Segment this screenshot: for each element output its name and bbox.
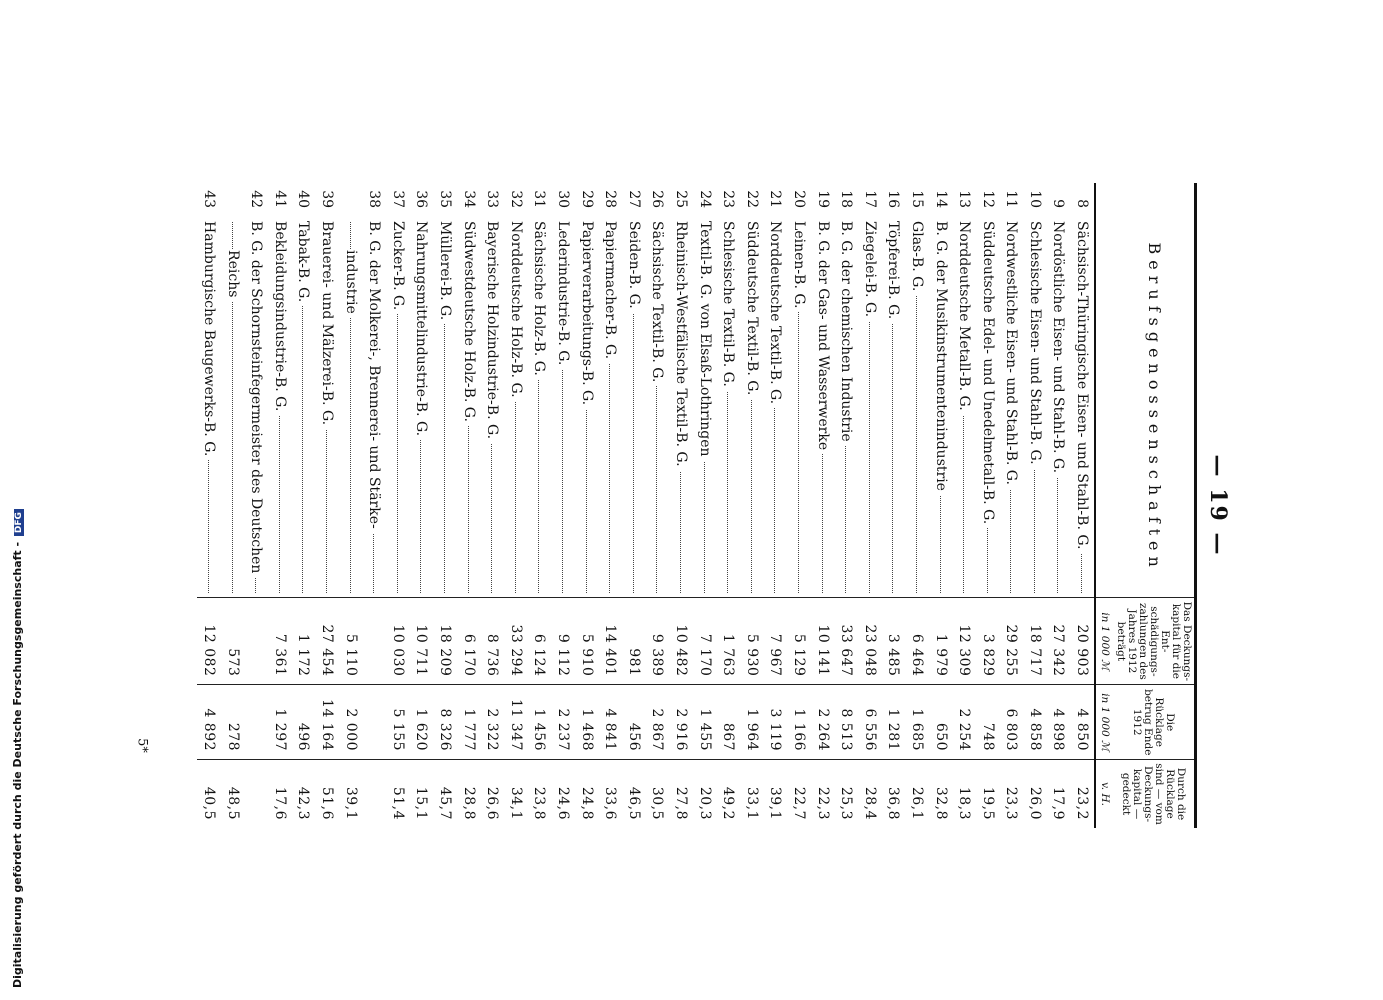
table-row — [245, 183, 269, 828]
gedeckt-percent: 33,1 — [740, 760, 764, 828]
table-row — [410, 183, 434, 828]
gedeckt-percent: 40,5 — [197, 760, 221, 828]
row-label: Süddeutsche Textil-B. G. — [744, 221, 760, 399]
row-name — [764, 218, 788, 598]
table-row — [693, 183, 717, 828]
table-row — [929, 183, 953, 828]
table-row — [1070, 183, 1095, 828]
deckungskapital-value: 5 129 — [787, 598, 811, 685]
row-name — [787, 218, 811, 598]
row-label: Töpferei-B. G. — [885, 221, 901, 323]
table-row — [598, 183, 622, 828]
deckungskapital-value: 27 342 — [1047, 598, 1071, 685]
gedeckt-percent: 28,8 — [457, 760, 481, 828]
row-label: Tabak-B. G. — [295, 221, 311, 306]
ruecklage-value: 8 326 — [433, 685, 457, 760]
row-label: Nordwestliche Eisen- und Stahl-B. G. — [1003, 221, 1019, 489]
table-row — [339, 183, 363, 828]
row-name — [268, 218, 292, 598]
deckungskapital-value: 1 763 — [716, 598, 740, 685]
row-number: 15 — [908, 190, 925, 209]
row-number: 8 — [1074, 199, 1091, 209]
gedeckt-percent: 17,6 — [268, 760, 292, 828]
deckungskapital-value: 1 979 — [929, 598, 953, 685]
deckungskapital-value: 573 — [221, 598, 245, 685]
header-name: Berufsgenossenschaften — [1113, 218, 1196, 598]
table-row — [457, 183, 481, 828]
row-name — [740, 218, 764, 598]
table-row — [952, 183, 976, 828]
ruecklage-value: 8 513 — [834, 685, 858, 760]
row-label: Seiden-B. G. — [626, 221, 642, 313]
header-row — [1113, 183, 1196, 828]
ruecklage-value: 2 237 — [551, 685, 575, 760]
row-number: 10 — [1026, 190, 1043, 209]
deckungskapital-value: 27 454 — [315, 598, 339, 685]
ruecklage-value: 4 850 — [1070, 685, 1095, 760]
deckungskapital-value: 14 401 — [598, 598, 622, 685]
gedeckt-percent: 32,8 — [929, 760, 953, 828]
ruecklage-value: 1 777 — [457, 685, 481, 760]
gedeckt-percent: 51,4 — [386, 760, 410, 828]
row-label: Hamburgische Baugewerks-B. G. — [201, 221, 217, 460]
units-blank-name — [1095, 218, 1113, 598]
row-label: Brauerei- und Mälzerei-B. G. — [319, 221, 335, 429]
row-label: Rheinisch-Westfälische Textil-B. G. — [673, 221, 689, 471]
row-label: Reichs — [225, 250, 241, 301]
deckungskapital-value: 6 170 — [457, 598, 481, 685]
row-number: 9 — [1050, 199, 1067, 209]
ruecklage-value — [362, 685, 386, 760]
deckungskapital-value — [245, 598, 269, 685]
deckungskapital-value: 18 717 — [1023, 598, 1047, 685]
ruecklage-value: 2 254 — [952, 685, 976, 760]
gedeckt-percent: 45,7 — [433, 760, 457, 828]
deckungskapital-value: 9 112 — [551, 598, 575, 685]
ruecklage-value: 1 685 — [905, 685, 929, 760]
row-number: 26 — [649, 190, 666, 209]
ruecklage-value: 1 166 — [787, 685, 811, 760]
table-row — [716, 183, 740, 828]
row-number: 13 — [956, 190, 973, 209]
deckungskapital-value: 3 485 — [882, 598, 906, 685]
row-label: Nahrungsmittelindustrie-B. G. — [413, 221, 429, 440]
row-label: B. G. der Schornsteinfegermeister des Deutschen — [248, 221, 264, 577]
row-number: 30 — [555, 190, 572, 209]
gedeckt-percent: 33,6 — [598, 760, 622, 828]
gedeckt-percent: 24,6 — [551, 760, 575, 828]
deckungskapital-value: 23 048 — [858, 598, 882, 685]
row-name — [834, 218, 858, 598]
row-label: B. G. der Gas- und Wasserwerke — [815, 221, 831, 454]
row-number: 32 — [507, 190, 524, 209]
row-name — [504, 218, 528, 598]
header-col1: Das Deckungskapital für die Entschädigungszahlungen des Jahres 1912 beträgt — [1113, 598, 1196, 685]
deckungskapital-value — [362, 598, 386, 685]
row-number: 39 — [319, 190, 336, 209]
credit-text: Digitalisierung gefördert durch die Deutsche Forschungsgemeinschaft - — [11, 541, 24, 988]
ruecklage-value: 2 322 — [480, 685, 504, 760]
gedeckt-percent: 39,1 — [339, 760, 363, 828]
row-name — [622, 218, 646, 598]
row-number: 19 — [814, 190, 831, 209]
deckungskapital-value: 7 170 — [693, 598, 717, 685]
row-name — [480, 218, 504, 598]
row-number: 23 — [720, 190, 737, 209]
gedeckt-percent: 39,1 — [764, 760, 788, 828]
row-label: Lederindustrie-B. G. — [555, 221, 571, 369]
row-name — [693, 218, 717, 598]
row-name — [292, 218, 316, 598]
row-label: Nordöstliche Eisen- und Stahl-B. G. — [1050, 221, 1066, 477]
row-number: 35 — [437, 190, 454, 209]
deckungskapital-value: 18 209 — [433, 598, 457, 685]
table-row — [480, 183, 504, 828]
gedeckt-percent: 17,9 — [1047, 760, 1071, 828]
row-label: Papiermacher-B. G. — [602, 221, 618, 363]
dfg-logo: DFG — [14, 509, 24, 536]
table-row — [1000, 183, 1024, 828]
header-col3: Durch die Rücklage sind — vom Deckungskapital — gedeckt — [1113, 760, 1196, 828]
row-name — [716, 218, 740, 598]
gedeckt-percent: 30,5 — [646, 760, 670, 828]
ruecklage-value: 6 556 — [858, 685, 882, 760]
deckungskapital-value: 8 736 — [480, 598, 504, 685]
gedeckt-percent: 22,3 — [811, 760, 835, 828]
table-row — [905, 183, 929, 828]
table-row — [976, 183, 1000, 828]
row-label: Sächsische Textil-B. G. — [649, 221, 665, 386]
row-number: 24 — [696, 190, 713, 209]
row-name — [386, 218, 410, 598]
row-name — [952, 218, 976, 598]
row-number: 18 — [838, 190, 855, 209]
table-row — [787, 183, 811, 828]
row-number: 33 — [484, 190, 501, 209]
row-label: Süddeutsche Edel- und Unedelmetall-B. G. — [980, 221, 996, 528]
row-number: 41 — [271, 190, 288, 209]
row-number: 21 — [767, 190, 784, 209]
unit-col1: in 1 000 ℳ — [1095, 598, 1113, 685]
deckungskapital-value: 33 294 — [504, 598, 528, 685]
table-row — [575, 183, 599, 828]
table-row — [740, 183, 764, 828]
gedeckt-percent: 26,1 — [905, 760, 929, 828]
table-row — [1047, 183, 1071, 828]
table-row — [315, 183, 339, 828]
row-label: industrie — [343, 250, 359, 318]
row-number: 42 — [248, 190, 265, 209]
ruecklage-value: 2 000 — [339, 685, 363, 760]
table-row — [1023, 183, 1047, 828]
row-number: 22 — [743, 190, 760, 209]
deckungskapital-value: 12 309 — [952, 598, 976, 685]
row-name — [362, 218, 386, 598]
ruecklage-value: 867 — [716, 685, 740, 760]
deckungskapital-value: 10 141 — [811, 598, 835, 685]
deckungskapital-value: 6 124 — [528, 598, 552, 685]
row-number: 29 — [578, 190, 595, 209]
table-row — [882, 183, 906, 828]
signature-mark: 5* — [134, 738, 150, 753]
table-row — [646, 183, 670, 828]
header-nr — [1113, 183, 1196, 218]
ruecklage-value: 748 — [976, 685, 1000, 760]
table-row — [433, 183, 457, 828]
table-row — [811, 183, 835, 828]
ruecklage-value: 1 456 — [528, 685, 552, 760]
row-name — [598, 218, 622, 598]
row-label: Norddeutsche Holz-B. G. — [508, 221, 524, 402]
row-label: Sächsisch-Thüringische Eisen- und Stahl-B. G. — [1074, 221, 1090, 553]
gedeckt-percent: 42,3 — [292, 760, 316, 828]
row-label: Glas-B. G. — [909, 221, 925, 295]
row-name — [1000, 218, 1024, 598]
gedeckt-percent: 20,3 — [693, 760, 717, 828]
row-label: Müllerei-B. G. — [437, 221, 453, 324]
row-name — [433, 218, 457, 598]
row-name — [882, 218, 906, 598]
ruecklage-value: 1 455 — [693, 685, 717, 760]
table-row — [362, 183, 386, 828]
row-name — [1023, 218, 1047, 598]
row-label: Schlesische Textil-B. G. — [720, 221, 736, 391]
ruecklage-value: 6 803 — [1000, 685, 1024, 760]
gedeckt-percent: 46,5 — [622, 760, 646, 828]
deckungskapital-value: 12 082 — [197, 598, 221, 685]
table-row — [197, 183, 221, 828]
gedeckt-percent: 27,8 — [669, 760, 693, 828]
row-name — [410, 218, 434, 598]
row-label: Bayerische Holzindustrie-B. G. — [484, 221, 500, 443]
row-number: 36 — [413, 190, 430, 209]
gedeckt-percent: 26,0 — [1023, 760, 1047, 828]
row-name — [457, 218, 481, 598]
table-row — [834, 183, 858, 828]
row-name — [339, 218, 363, 598]
row-name — [929, 218, 953, 598]
deckungskapital-value: 29 255 — [1000, 598, 1024, 685]
header-col2: Die Rücklage betrug Ende 1912 — [1113, 685, 1196, 760]
ruecklage-value: 1 297 — [268, 685, 292, 760]
row-name — [811, 218, 835, 598]
row-label: Südwestdeutsche Holz-B. G. — [461, 221, 477, 426]
deckungskapital-value: 6 464 — [905, 598, 929, 685]
deckungskapital-value: 9 389 — [646, 598, 670, 685]
ruecklage-value: 1 964 — [740, 685, 764, 760]
row-name — [858, 218, 882, 598]
units-blank-nr — [1095, 183, 1113, 218]
row-label: Norddeutsche Metall-B. G. — [956, 221, 972, 415]
deckungskapital-value: 1 172 — [292, 598, 316, 685]
row-label: Papierverarbeitungs-B. G. — [579, 221, 595, 409]
page-number: — 19 — — [1205, 454, 1231, 557]
table-row — [622, 183, 646, 828]
unit-col2: in 1 000 ℳ — [1095, 685, 1113, 760]
row-number: 40 — [295, 190, 312, 209]
row-name — [221, 218, 245, 598]
ruecklage-value: 1 620 — [410, 685, 434, 760]
table-row — [221, 183, 245, 828]
gedeckt-percent: 18,3 — [952, 760, 976, 828]
gedeckt-percent: 22,7 — [787, 760, 811, 828]
ruecklage-value: 5 155 — [386, 685, 410, 760]
row-name — [575, 218, 599, 598]
row-label: B. G. der Molkerei-, Brennerei- und Stärke- — [366, 221, 382, 533]
deckungskapital-value: 33 647 — [834, 598, 858, 685]
row-name — [197, 218, 221, 598]
gedeckt-percent — [245, 760, 269, 828]
row-number — [339, 183, 363, 218]
deckungskapital-value: 5 930 — [740, 598, 764, 685]
row-number: 37 — [389, 190, 406, 209]
table-row — [858, 183, 882, 828]
deckungskapital-value: 10 711 — [410, 598, 434, 685]
row-label: B. G. der Musikinstrumentenindustrie — [933, 221, 949, 495]
gedeckt-percent: 23,8 — [528, 760, 552, 828]
gedeckt-percent: 23,3 — [1000, 760, 1024, 828]
row-number: 14 — [932, 190, 949, 209]
row-number: 34 — [460, 190, 477, 209]
table-row — [669, 183, 693, 828]
row-number: 12 — [979, 190, 996, 209]
deckungskapital-value: 3 829 — [976, 598, 1000, 685]
row-name — [669, 218, 693, 598]
ruecklage-value: 11 347 — [504, 685, 528, 760]
row-label: Schlesische Eisen- und Stahl-B. G. — [1027, 221, 1043, 469]
ruecklage-value — [245, 685, 269, 760]
table-row — [268, 183, 292, 828]
statistics-table — [197, 183, 1197, 828]
row-name — [528, 218, 552, 598]
gedeckt-percent: 34,1 — [504, 760, 528, 828]
table-row — [386, 183, 410, 828]
row-name — [1047, 218, 1071, 598]
rotated-page — [167, 183, 1237, 828]
gedeckt-percent: 26,6 — [480, 760, 504, 828]
units-row — [1095, 183, 1113, 828]
table-body — [197, 183, 1095, 828]
deckungskapital-value: 7 361 — [268, 598, 292, 685]
ruecklage-value: 14 164 — [315, 685, 339, 760]
row-number — [221, 183, 245, 218]
ruecklage-value: 4 892 — [197, 685, 221, 760]
row-number: 25 — [672, 190, 689, 209]
row-name — [245, 218, 269, 598]
row-number: 43 — [201, 190, 218, 209]
ruecklage-value: 2 867 — [646, 685, 670, 760]
row-number: 31 — [531, 190, 548, 209]
unit-col3: v. H. — [1095, 760, 1113, 828]
deckungskapital-value: 20 903 — [1070, 598, 1095, 685]
ruecklage-value: 4 841 — [598, 685, 622, 760]
gedeckt-percent: 24,8 — [575, 760, 599, 828]
ruecklage-value: 4 898 — [1047, 685, 1071, 760]
deckungskapital-value: 10 482 — [669, 598, 693, 685]
row-number: 11 — [1003, 190, 1020, 209]
deckungskapital-value: 10 030 — [386, 598, 410, 685]
row-label: Ziegelei-B. G. — [862, 221, 878, 321]
row-number: 38 — [366, 190, 383, 209]
row-number: 27 — [625, 190, 642, 209]
gedeckt-percent: 28,4 — [858, 760, 882, 828]
deckungskapital-value: 5 110 — [339, 598, 363, 685]
row-number: 28 — [602, 190, 619, 209]
row-label: Sächsische Holz-B. G. — [531, 221, 547, 380]
gedeckt-percent: 19,5 — [976, 760, 1000, 828]
table-row — [292, 183, 316, 828]
ruecklage-value: 456 — [622, 685, 646, 760]
row-name — [646, 218, 670, 598]
gedeckt-percent — [362, 760, 386, 828]
row-number: 17 — [861, 190, 878, 209]
table-row — [551, 183, 575, 828]
ruecklage-value: 496 — [292, 685, 316, 760]
ruecklage-value: 650 — [929, 685, 953, 760]
row-number: 16 — [885, 190, 902, 209]
row-name — [905, 218, 929, 598]
row-name — [976, 218, 1000, 598]
row-label: Norddeutsche Textil-B. G. — [767, 221, 783, 408]
ruecklage-value: 2 264 — [811, 685, 835, 760]
ruecklage-value: 2 916 — [669, 685, 693, 760]
deckungskapital-value: 7 967 — [764, 598, 788, 685]
deckungskapital-value: 5 910 — [575, 598, 599, 685]
row-name — [1070, 218, 1095, 598]
row-label: Zucker-B. G. — [390, 221, 406, 314]
ruecklage-value: 1 281 — [882, 685, 906, 760]
ruecklage-value: 278 — [221, 685, 245, 760]
row-name — [551, 218, 575, 598]
ruecklage-value: 1 468 — [575, 685, 599, 760]
digitization-credit — [11, 509, 24, 988]
row-label: B. G. der chemischen Industrie — [838, 221, 854, 446]
table-row — [504, 183, 528, 828]
gedeckt-percent: 36,8 — [882, 760, 906, 828]
gedeckt-percent: 15,1 — [410, 760, 434, 828]
ruecklage-value: 3 119 — [764, 685, 788, 760]
row-name — [315, 218, 339, 598]
table-row — [528, 183, 552, 828]
row-label: Leinen-B. G. — [791, 221, 807, 312]
deckungskapital-value: 981 — [622, 598, 646, 685]
row-label: Bekleidungsindustrie-B. G. — [272, 221, 288, 415]
gedeckt-percent: 51,6 — [315, 760, 339, 828]
ruecklage-value: 4 858 — [1023, 685, 1047, 760]
row-number: 20 — [790, 190, 807, 209]
gedeckt-percent: 25,3 — [834, 760, 858, 828]
gedeckt-percent: 49,2 — [716, 760, 740, 828]
table-row — [764, 183, 788, 828]
row-label: Textil-B. G. von Elsaß-Lothringen — [697, 221, 713, 460]
gedeckt-percent: 23,2 — [1070, 760, 1095, 828]
gedeckt-percent: 48,5 — [221, 760, 245, 828]
